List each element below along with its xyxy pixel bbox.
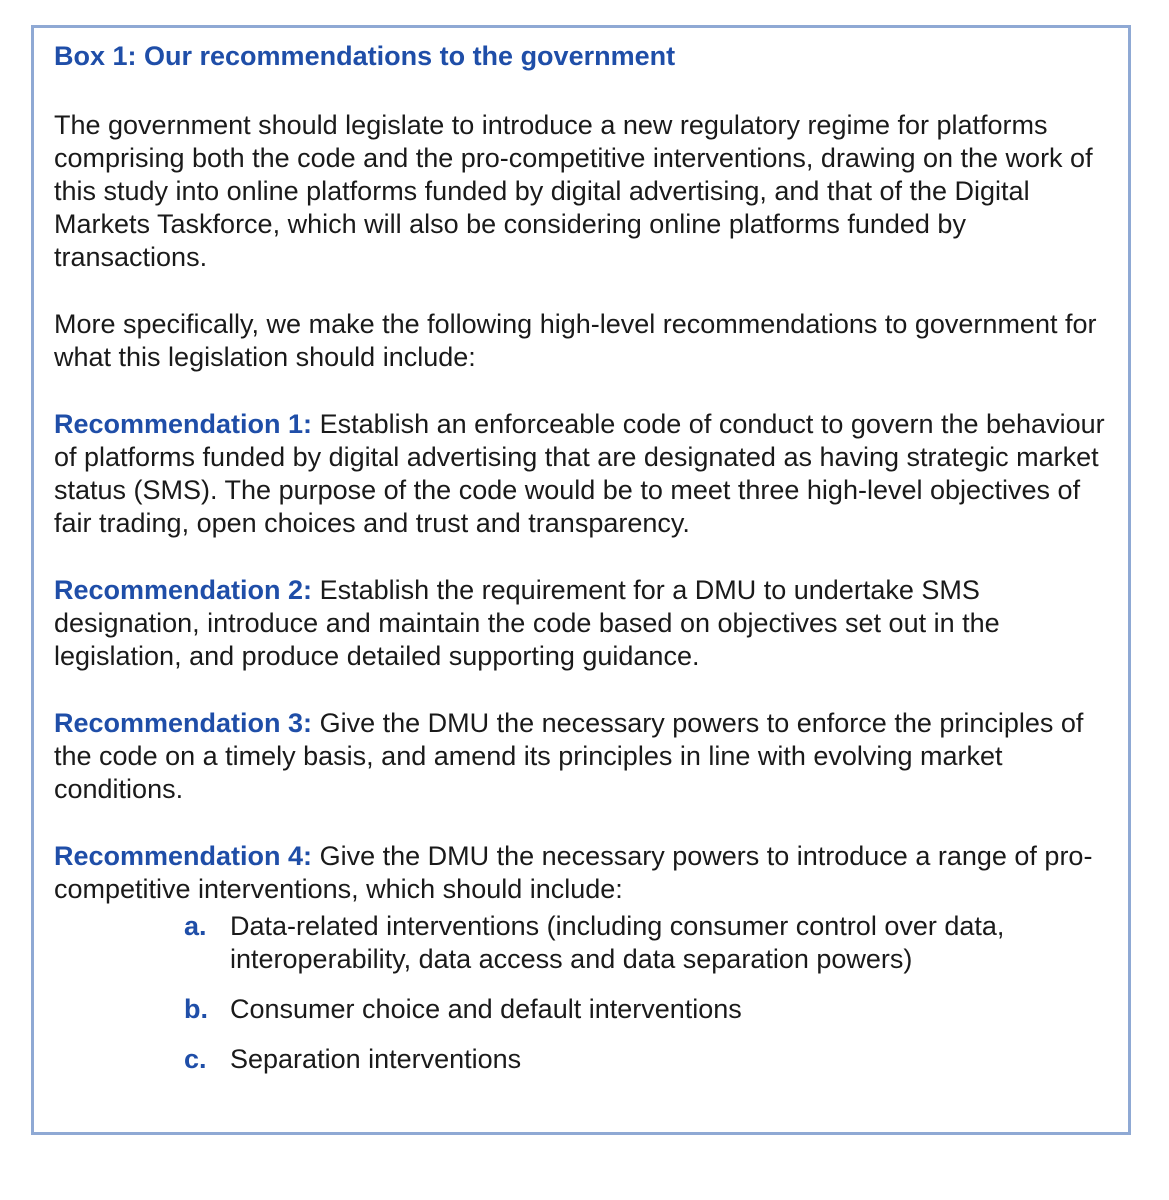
list-marker: a. (184, 911, 207, 941)
recommendation-2 (54, 574, 1108, 673)
list-item-text: Consumer choice and default interventions (230, 994, 742, 1024)
recommendation-3-text: Give the DMU the necessary powers to enforce the principles of the code on a timely basis, and amend its principles in line with evolving market conditions. (54, 708, 1084, 804)
recommendation-4-label: Recommendation 4: (54, 841, 313, 871)
list-item-text: Data-related interventions (including consumer control over data, interoperability, data access and data separation powers) (230, 911, 1005, 974)
recommendation-1-label: Recommendation 1: (54, 409, 313, 439)
intro-paragraph: The government should legislate to introduce a new regulatory regime for platforms comprising both the code and the pro-competitive interventions, drawing on the work of this study into online platforms funded by digital advertising, and that of the Digital Markets Taskforce, which will also be considering online platforms funded by transactions. (54, 110, 1093, 272)
lead-in-paragraph: More specifically, we make the following high-level recommendations to government for what this legislation should include: (54, 309, 1097, 372)
list-marker: c. (184, 1044, 207, 1074)
list-item (184, 993, 1108, 1026)
list-item (184, 1043, 1108, 1076)
recommendation-1 (54, 408, 1108, 540)
recommendations-box (31, 25, 1131, 1135)
recommendation-4 (54, 840, 1108, 906)
list-item-text: Separation interventions (230, 1044, 522, 1074)
recommendation-2-label: Recommendation 2: (54, 575, 313, 605)
recommendation-4-text: Give the DMU the necessary powers to introduce a range of pro-competitive interventions, which should include: (54, 841, 1093, 904)
box-title: Box 1: Our recommendations to the government (54, 41, 676, 71)
recommendation-3-label: Recommendation 3: (54, 708, 313, 738)
recommendation-1-text: Establish an enforceable code of conduct to govern the behaviour of platforms funded by digital advertising that are designated as having strategic market status (SMS). The purpose of the code would be to meet three high-level objectives of fair trading, open choices and trust and transparency. (54, 409, 1105, 538)
recommendation-3 (54, 707, 1108, 806)
list-marker: b. (184, 994, 208, 1024)
recommendation-2-text: Establish the requirement for a DMU to undertake SMS designation, introduce and maintain the code based on objectives set out in the legislation, and produce detailed supporting guidance. (54, 575, 1000, 671)
list-item (184, 910, 1108, 976)
intervention-list (54, 910, 1108, 1076)
